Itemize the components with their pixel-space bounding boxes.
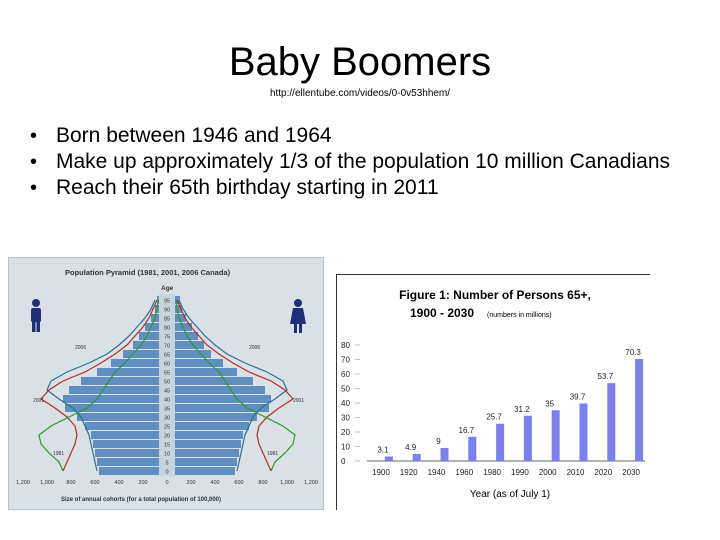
pyramid-bar-female [175,368,237,376]
pyramid-bar-male [139,332,159,340]
pyramid-bar-female [175,359,223,367]
bar-value-label: 35 [545,399,555,409]
age-tick-label: 70 [163,343,171,350]
pyramid-bar-male [93,440,159,448]
age-tick-label: 55 [163,370,171,377]
pyramid-x-tick-label: 600 [90,480,100,486]
y-tick-label: 20 [341,428,350,437]
age-tick-label: 95 [163,298,171,305]
bullet-item: • Born between 1946 and 1964 [30,124,690,148]
pyramid-bar-male [97,458,159,466]
pyramid-bar-male [97,368,159,376]
chart-bars [377,348,643,461]
slide-title: Baby Boomers [228,40,492,84]
persons-65-plus-chart [336,274,650,510]
pyramid-x-tick-label: 800 [258,480,268,486]
x-tick-label: 1990 [511,468,529,477]
bar-value-label: 39.7 [569,392,586,402]
pyramid-bar-male [95,449,159,457]
y-tick-label: 80 [341,341,350,350]
pyramid-x-tick-label: 200 [186,480,196,486]
bullet-item: • Reach their 65th birthday starting in 2011 [30,176,690,200]
bar [524,416,532,461]
pyramid-bar-female [175,395,271,403]
x-tick-label: 2020 [594,468,613,477]
series-label-2006-right: 2006 [249,345,261,351]
y-tick-label: 50 [341,384,350,394]
age-tick-label: 65 [163,352,171,359]
age-tick-label: 25 [163,424,171,431]
age-tick-label: 35 [163,406,171,413]
pyramid-bar-female [175,386,265,394]
y-tick-label: 30 [341,413,350,423]
pyramid-bar-female [175,467,235,475]
pyramid-bar-male [81,377,159,385]
age-tick-label: 50 [163,379,171,386]
pyramid-bar-male [133,341,159,349]
age-tick-label: 5 [165,460,169,467]
age-tick-label: 45 [163,388,171,395]
pyramid-bar-female [175,404,269,412]
y-tick-label: 40 [341,399,350,408]
pyramid-x-tick-label: 1,200 [304,480,318,486]
age-tick-label: 40 [163,397,171,404]
bar [496,424,504,461]
population-pyramid-image [8,257,324,510]
y-tick-label: 10 [341,442,350,452]
pyramid-bar-male [65,404,159,412]
pyramid-x-tick-label: 0 [165,480,169,486]
pyramid-bar-female [175,449,239,457]
chart-title-line2: 1900 - 2030 [409,306,475,320]
pyramid-bar-female [175,377,253,385]
pyramid-bar-female [175,341,204,349]
bar-value-label: 16.7 [458,425,475,435]
y-tick-label: 60 [341,370,350,379]
bar-value-label: 4.9 [405,442,417,452]
pyramid-age-label: Age [161,285,174,292]
pyramid-x-tick-label: 1,000 [40,480,54,486]
age-tick-label: 20 [163,433,171,440]
series-label-1981-left: 1981 [53,451,65,457]
bar-value-label: 70.3 [625,348,641,358]
pyramid-bar-male [85,422,159,430]
bar [385,457,393,461]
slide-subtitle-link[interactable]: http://ellentube.com/videos/0-0v53hhem/ [269,88,451,99]
pyramid-x-tick-label: 200 [138,480,148,486]
series-label-2006-left: 2006 [75,345,87,351]
female-figure-icon [290,299,306,333]
x-tick-label: 1940 [427,468,446,477]
pyramid-bar-female [175,431,243,439]
age-tick-label: 80 [163,325,171,332]
age-tick-label: 60 [163,361,171,368]
x-tick-label: 1980 [483,468,501,477]
pyramid-caption: Size of annual cohorts (for a total population of 100,000) [61,497,222,503]
bullet-item: • Make up approximately 1/3 of the population 10 million Canadians [30,150,690,174]
age-tick-label: 30 [163,415,171,422]
bullet-list [30,124,690,202]
y-tick-label: 0 [341,457,346,466]
pyramid-x-tick-label: 1,200 [16,480,30,486]
bar [607,383,615,461]
series-label-2001-left: 2001 [33,398,45,404]
pyramid-bar-female [175,458,237,466]
age-tick-label: 10 [163,451,171,458]
age-tick-label: 85 [163,316,171,323]
x-tick-label: 1960 [455,468,474,477]
bar-value-label: 3.1 [377,445,389,455]
bar-value-label: 53.7 [597,372,614,382]
x-tick-label: 1900 [372,468,390,477]
pyramid-bar-male [99,467,159,475]
pyramid-x-tick-label: 400 [210,480,220,486]
pyramid-x-tick-label: 800 [66,480,76,486]
pyramid-x-tick-label: 400 [114,480,124,486]
pyramid-bar-male [111,359,159,367]
pyramid-bar-male [91,431,159,439]
pyramid-bar-male [69,386,159,394]
series-label-1981-right: 1981 [267,451,279,457]
age-tick-label: 0 [165,469,169,476]
chart-title-note: (numbers in millions) [487,312,552,319]
y-tick-label: 70 [341,355,350,365]
bar [580,403,588,461]
bar [441,448,449,461]
pyramid-bar-female [175,422,249,430]
chart-x-axis-label: Year (as of July 1) [469,489,551,500]
bar-chart-svg [337,275,651,511]
pyramid-x-axis [16,480,318,486]
age-tick-label: 15 [163,442,171,449]
bar [413,454,421,461]
x-tick-label: 2030 [622,468,640,477]
pyramid-age-axis [159,294,175,476]
age-tick-label: 75 [163,334,171,341]
bar [635,359,643,461]
pyramid-x-tick-label: 1,000 [280,480,294,486]
age-tick-label: 90 [163,307,171,314]
bar-value-label: 25.7 [486,412,502,422]
x-tick-label: 2010 [566,468,585,477]
pyramid-bar-female [175,350,211,358]
x-tick-label: 1920 [399,468,418,477]
pyramid-bar-male [77,413,159,421]
population-pyramid-svg [9,258,324,510]
bar-value-label: 31.2 [514,404,530,414]
chart-title: Figure 1: Number of Persons 65+, [399,288,591,302]
pyramid-bar-female [175,440,241,448]
pyramid-bar-male [123,350,159,358]
pyramid-bar-female [175,413,257,421]
pyramid-title: Population Pyramid (1981, 2001, 2006 Canada) [65,268,231,277]
bar [552,410,560,461]
bar-value-label: 9 [436,436,441,446]
male-figure-icon [31,299,41,332]
pyramid-x-tick-label: 600 [234,480,244,486]
pyramid-bar-male [63,395,159,403]
x-tick-label: 2000 [538,468,557,477]
bar [468,437,476,461]
series-label-2001-right: 2001 [293,398,305,404]
